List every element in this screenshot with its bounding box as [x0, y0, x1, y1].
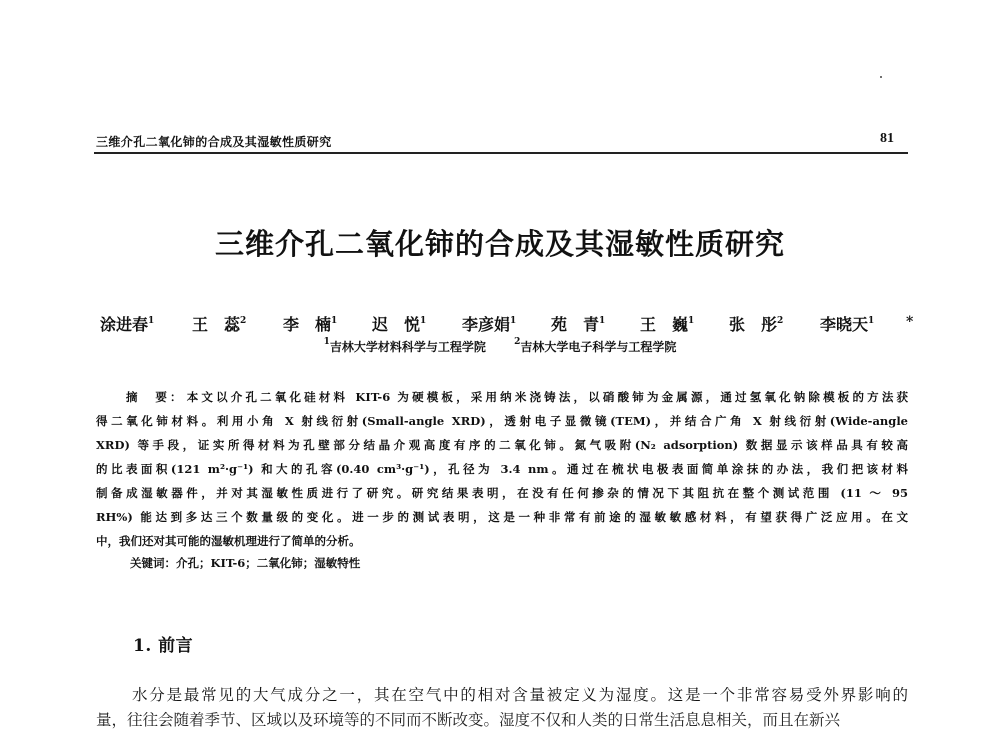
- page-number: 81: [880, 131, 894, 146]
- author: [820, 312, 874, 335]
- paper-title: 三维介孔二氧化铈的合成及其湿敏性质研究: [214, 227, 785, 261]
- author-affiliation-mark: 1: [148, 316, 155, 326]
- section-heading: 1. 前言: [133, 636, 194, 656]
- abstract-line: [96, 386, 908, 408]
- author: [192, 312, 246, 335]
- keywords: [130, 555, 360, 571]
- abstract-text: 本文以介孔二氧化硅材料 KIT-6 为硬模板，采用纳米浇铸法，以硝酸铈为金属源，通过氢氧化钠除模板的方法获: [186, 390, 909, 404]
- affiliation: [514, 337, 676, 355]
- abstract-line: RH%) 能达到多达三个数量级的变化。进一步的测试表明，这是一种非常有前途的湿敏敏感材料，有望获得广泛应用。在文: [96, 510, 908, 524]
- running-header: [94, 128, 908, 154]
- author-list: [100, 312, 920, 336]
- author-name: 王 巍: [640, 315, 689, 334]
- author-name: 李彦娟: [462, 315, 511, 334]
- corresponding-author-mark: *: [906, 314, 914, 330]
- author: [462, 312, 516, 335]
- author-name: 迟 悦: [372, 315, 421, 334]
- author-affiliation-mark: 1: [420, 316, 427, 326]
- author-affiliation-mark: 1: [688, 316, 695, 326]
- author: [729, 312, 783, 335]
- abstract-label: 摘 要：: [126, 390, 185, 404]
- author-affiliation-mark: 1: [868, 316, 875, 326]
- abstract-line: 得二氧化铈材料。利用小角 X 射线衍射(Small-angle XRD)，透射电子显微镜(TEM)，并结合广角 X 射线衍射(Wide-angle: [96, 414, 908, 428]
- author-affiliation-mark: 1: [599, 316, 606, 326]
- running-title: 三维介孔二氧化铈的合成及其湿敏性质研究: [96, 135, 332, 149]
- affiliation-text: 吉林大学电子科学与工程学院: [520, 340, 677, 354]
- author: [551, 312, 605, 335]
- author-affiliation-mark: 1: [331, 316, 338, 326]
- abstract-line: XRD) 等手段，证实所得材料为孔壁部分结晶介观高度有序的二氧化铈。氮气吸附(N₂ adsorption) 数据显示该样品具有较高: [96, 438, 908, 452]
- author-name: 王 蕊: [192, 315, 241, 334]
- scan-speck: [880, 76, 882, 78]
- author-affiliation-mark: 1: [510, 316, 517, 326]
- author: [100, 312, 154, 335]
- author: [640, 312, 694, 335]
- affiliation-text: 吉林大学材料科学与工程学院: [329, 340, 486, 354]
- author-name: 涂进春: [100, 315, 149, 334]
- author-name: 李晓天: [820, 315, 869, 334]
- keywords-text: 介孔；KIT-6；二氧化铈；湿敏特性: [176, 556, 361, 570]
- author-affiliation-mark: 2: [777, 316, 784, 326]
- author: [283, 312, 337, 335]
- abstract-line: 的比表面积(121 m²·g⁻¹) 和大的孔容(0.40 cm³·g⁻¹)，孔径为 3.4 nm。通过在梳状电极表面简单涂抹的办法，我们把该材料: [96, 462, 908, 476]
- abstract-line: 中，我们还对其可能的湿敏机理进行了简单的分析。: [96, 534, 361, 548]
- affiliation: [324, 337, 486, 355]
- affiliation-mark: 2: [514, 337, 521, 347]
- affiliation-mark: 1: [323, 337, 330, 347]
- affiliations: [0, 337, 1000, 355]
- author-name: 苑 青: [551, 315, 600, 334]
- keywords-label: 关键词：: [130, 556, 176, 570]
- body-paragraph-line: 量，往往会随着季节、区域以及环境等的不同而不断改变。湿度不仅和人类的日常生活息息相关，而且在新兴: [96, 711, 841, 729]
- author: [372, 312, 426, 335]
- abstract-line: 制备成湿敏器件，并对其湿敏性质进行了研究。研究结果表明，在没有任何掺杂的情况下其阻抗在整个测试范围 (11 ～ 95: [96, 486, 908, 500]
- author-name: 张 彤: [729, 315, 778, 334]
- author-name: 李 楠: [283, 315, 332, 334]
- author-affiliation-mark: 2: [240, 316, 247, 326]
- body-paragraph-line: 水分是最常见的大气成分之一，其在空气中的相对含量被定义为湿度。这是一个非常容易受外界影响的: [132, 686, 908, 704]
